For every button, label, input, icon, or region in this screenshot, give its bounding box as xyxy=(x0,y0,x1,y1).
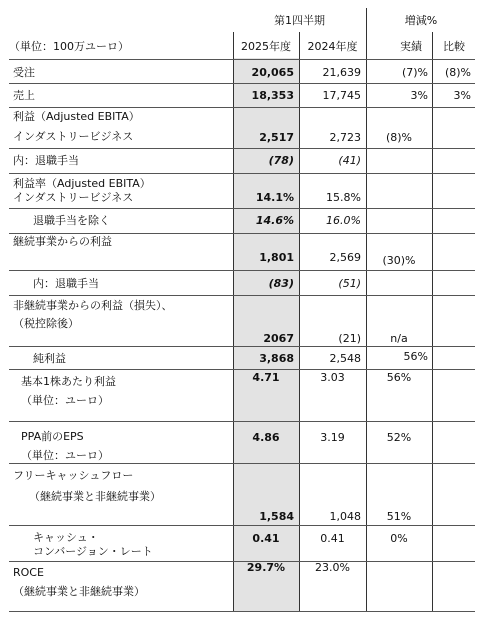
column-header-actual: 実績 xyxy=(400,40,422,53)
row-label-eps-pre-ppa: PPA前のEPS xyxy=(21,430,84,443)
row-label-net-income: 純利益 xyxy=(33,352,66,365)
column-header-comparable: 比較 xyxy=(443,40,465,53)
net-income-2024: 2,548 xyxy=(329,352,361,365)
row-sublabel-conversion-rate: コンバージョン・レート xyxy=(33,545,153,558)
row-divider xyxy=(9,148,475,149)
orders-2024: 21,639 xyxy=(322,66,361,79)
row-sublabel-continuing-and-discontinued: （継続事業と非継続事業） xyxy=(29,490,161,503)
eps-pre-ppa-actual: 52% xyxy=(386,431,412,444)
revenue-2024: 17,745 xyxy=(322,89,361,102)
row-label-continuing-income: 継続事業からの利益 xyxy=(13,235,112,248)
orders-2025: 20,065 xyxy=(251,66,294,79)
period-group-header: 第1四半期 xyxy=(274,14,325,27)
profit-actual: (8)% xyxy=(385,131,413,144)
row-divider xyxy=(9,463,475,464)
row-divider xyxy=(9,270,475,271)
row-label-severance: 内：退職手当 xyxy=(33,277,99,290)
row-label-severance: 内：退職手当 xyxy=(13,154,79,167)
ccr-2024: 0.41 xyxy=(320,532,345,545)
column-header-2024: 2024年度 xyxy=(307,40,358,53)
severance-2024: (41) xyxy=(338,154,361,167)
row-divider xyxy=(9,421,475,422)
row-divider xyxy=(9,369,475,370)
eps-pre-ppa-2024: 3.19 xyxy=(320,431,345,444)
net-income-actual: 56% xyxy=(403,350,428,363)
profit-2024: 2,723 xyxy=(329,131,361,144)
discontinued-2025: 2067 xyxy=(263,332,294,345)
discontinued-2024: (21) xyxy=(338,332,361,345)
row-sublabel-after-tax: （税控除後） xyxy=(13,317,79,330)
row-label-orders: 受注 xyxy=(13,66,35,79)
eps-actual: 56% xyxy=(386,371,412,384)
row-label-discontinued-income: 非継続事業からの利益（損失）、 xyxy=(13,299,173,312)
column-header-2025: 2025年度 xyxy=(241,40,291,53)
roce-2024: 23.0% xyxy=(315,561,350,574)
revenue-comparable: 3% xyxy=(453,89,471,102)
severance2-2024: (51) xyxy=(338,277,361,290)
row-label-profit: 利益（Adjusted EBITA） xyxy=(13,110,140,123)
row-label-cash-conversion: キャッシュ・ xyxy=(33,531,99,544)
orders-actual: (7)% xyxy=(401,66,428,79)
orders-comparable: (8)% xyxy=(444,66,471,79)
row-sublabel-unit-euro: （単位：ユーロ） xyxy=(21,394,109,407)
margin-2024: 15.8% xyxy=(326,191,361,204)
row-divider xyxy=(9,233,475,234)
row-label-basic-eps: 基本1株あたり利益 xyxy=(21,375,116,388)
row-label-revenue: 売上 xyxy=(13,89,35,102)
row-sublabel-industrial-business: インダストリービジネス xyxy=(13,130,134,143)
row-divider xyxy=(9,107,475,108)
unit-label: （単位：100万ユーロ） xyxy=(9,40,129,53)
eps-pre-ppa-2025: 4.86 xyxy=(252,431,280,444)
row-label-free-cash-flow: フリーキャッシュフロー xyxy=(13,469,134,482)
row-divider xyxy=(9,59,475,60)
ccr-2025: 0.41 xyxy=(252,532,280,545)
row-divider xyxy=(9,346,475,347)
fcf-2024: 1,048 xyxy=(329,510,361,523)
net-income-2025: 3,868 xyxy=(259,352,294,365)
row-divider xyxy=(9,83,475,84)
severance-2025: (78) xyxy=(268,154,294,167)
row-label-excluding-severance: 退職手当を除く xyxy=(33,214,110,227)
fcf-actual: 51% xyxy=(386,510,412,523)
severance2-2025: (83) xyxy=(268,277,294,290)
profit-2025: 2,517 xyxy=(259,131,294,144)
margin-excl-2025: 14.6% xyxy=(255,214,294,227)
continuing-income-2025: 1,801 xyxy=(259,251,294,264)
row-label-profit-margin: 利益率（Adjusted EBITA） xyxy=(13,177,151,190)
discontinued-actual: n/a xyxy=(390,332,408,345)
row-sublabel-unit-euro: （単位：ユーロ） xyxy=(21,449,109,462)
eps-2024: 3.03 xyxy=(320,371,345,384)
ccr-actual: 0% xyxy=(390,532,408,545)
row-sublabel-industrial-business: インダストリービジネス xyxy=(13,191,134,204)
row-divider xyxy=(9,525,475,526)
fcf-2025: 1,584 xyxy=(259,510,294,523)
margin-excl-2024: 16.0% xyxy=(326,214,361,227)
row-divider xyxy=(9,295,475,296)
change-group-header: 増減% xyxy=(404,14,438,27)
eps-2025: 4.71 xyxy=(252,371,280,384)
continuing-income-actual: (30)% xyxy=(382,254,416,267)
revenue-actual: 3% xyxy=(410,89,428,102)
row-sublabel-continuing-and-discontinued: （継続事業と非継続事業） xyxy=(13,585,145,598)
revenue-2025: 18,353 xyxy=(251,89,294,102)
margin-2025: 14.1% xyxy=(255,191,294,204)
continuing-income-2024: 2,569 xyxy=(329,251,361,264)
table-bottom-border xyxy=(9,611,475,612)
row-divider xyxy=(9,208,475,209)
row-divider xyxy=(9,173,475,174)
row-label-roce: ROCE xyxy=(13,566,44,579)
roce-2025: 29.7% xyxy=(246,561,286,574)
